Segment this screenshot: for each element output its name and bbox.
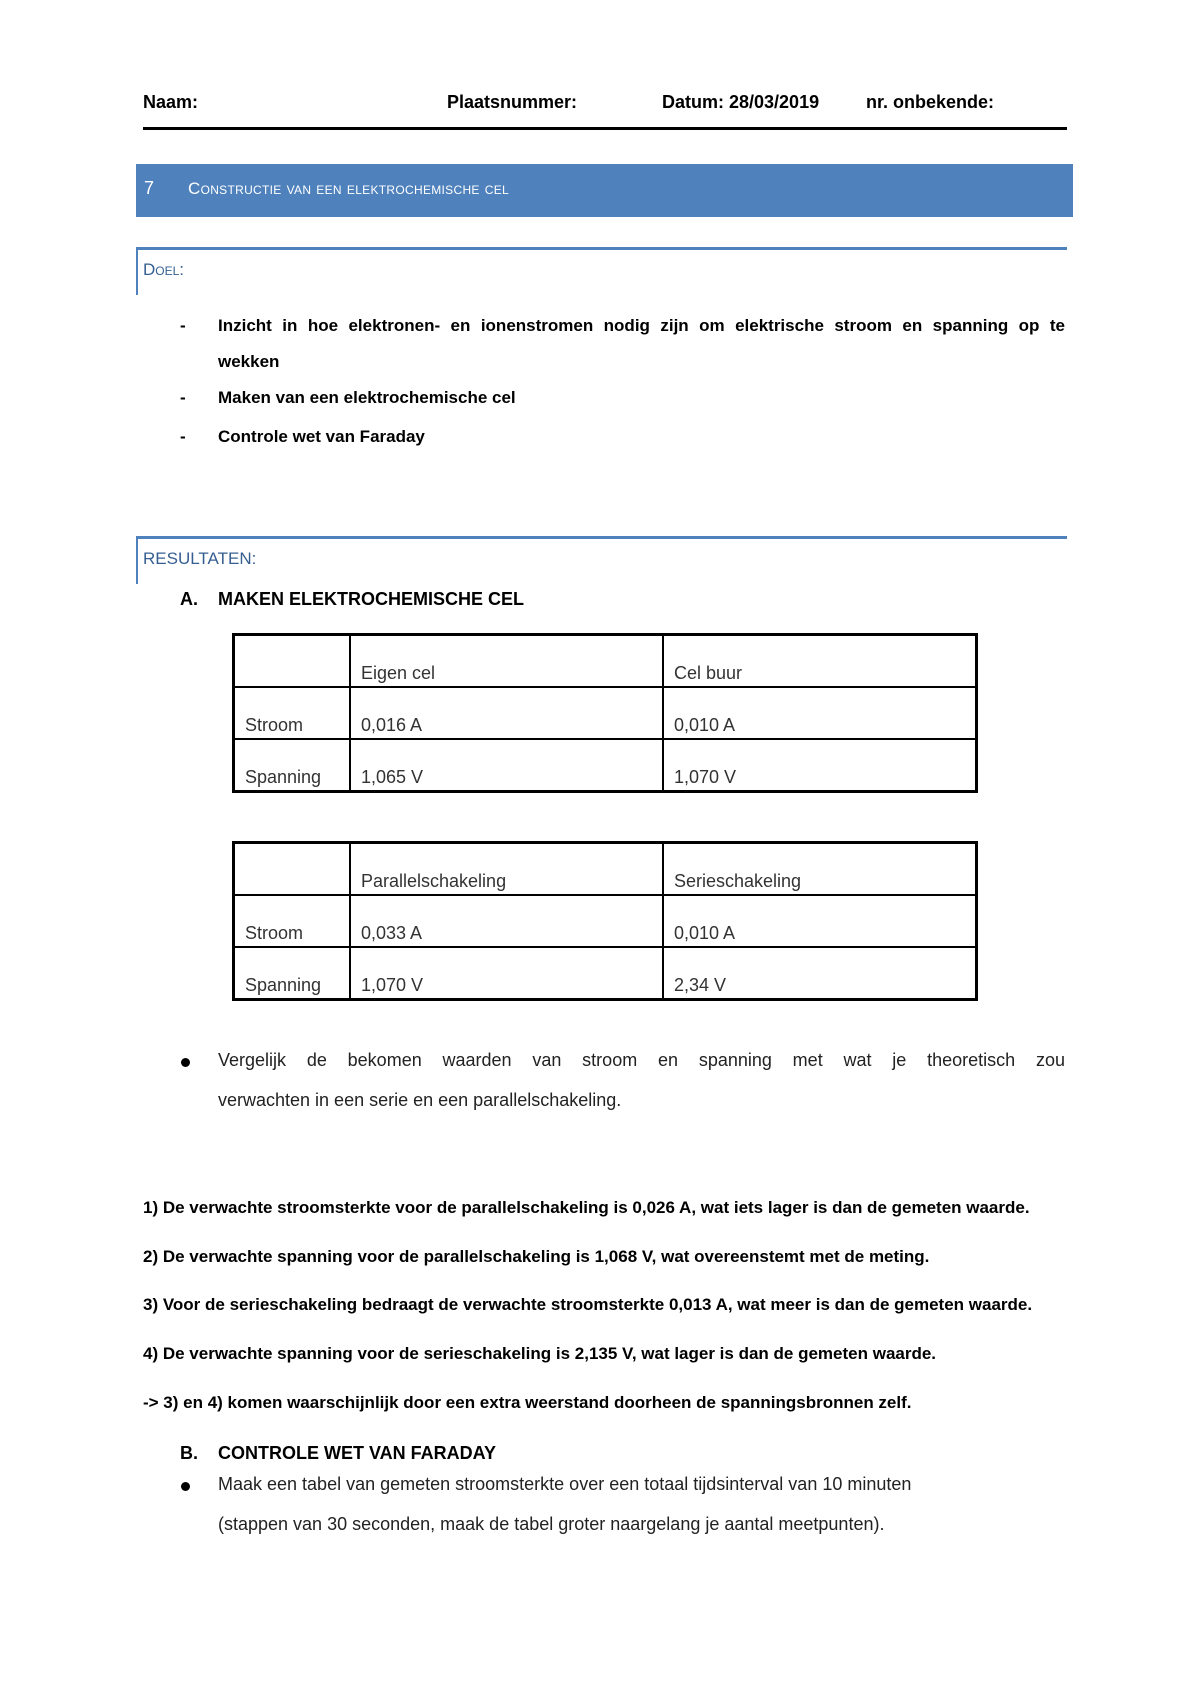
dash-bullet: - [180,316,186,335]
resultaten-section-bar [136,536,138,584]
seat-number-label: Plaatsnummer: [447,92,578,112]
table-header-row [234,635,977,688]
table-cell: 0,010 A [663,895,977,947]
section-a-title: MAKEN ELEKTROCHEMISCHE CEL [218,589,525,609]
table-cell: Stroom [234,687,351,739]
doel-item-1: Inzicht in hoe elektronen- en ionenstromen nodig zijn om elektrische stroom en spanning op te [218,316,1065,335]
chapter-number: 7 [144,178,155,198]
answer-1: 1) De verwachte stroomsterkte voor de parallelschakeling is 0,026 A, wat iets lager is dan de gemeten waarde. [143,1198,1030,1217]
table-header-row [234,843,977,896]
answer-conclusion: -> 3) en 4) komen waarschijnlijk door een extra weerstand doorheen de spanningsbronnen zelf. [143,1393,912,1412]
table-cell: 0,016 A [350,687,663,739]
doel-section-bar [136,247,138,295]
bullet-icon [181,1058,190,1067]
table-row [234,739,977,792]
dash-bullet: - [180,427,186,446]
dash-bullet: - [180,388,186,407]
question-line-1: Vergelijk de bekomen waarden van stroom en spanning met wat je theoretisch zou [218,1050,1065,1070]
table-cell [234,843,351,896]
table-cell: 1,070 V [663,739,977,792]
table-row [234,687,977,739]
table-cell: Eigen cel [350,635,663,688]
name-label: Naam: [143,92,199,112]
section-b-title: CONTROLE WET VAN FARADAY [218,1443,497,1463]
header-rule [143,127,1067,130]
doel-item-2: Maken van een elektrochemische cel [218,388,516,407]
chapter-banner [136,164,1073,217]
section-b-letter: B. [180,1443,198,1463]
answer-3: 3) Voor de serieschakeling bedraagt de verwachte stroomsterkte 0,013 A, wat meer is dan de gemeten waarde. [143,1295,1033,1314]
table-cell: Stroom [234,895,351,947]
table-cell: 1,070 V [350,947,663,1000]
table-cell: 1,065 V [350,739,663,792]
question-line-2: verwachten in een serie en een parallelschakeling. [218,1090,622,1110]
bullet-icon [181,1482,190,1491]
table-cell: Parallelschakeling [350,843,663,896]
table-row [234,895,977,947]
resultaten-section-rule [136,536,1067,539]
answer-2: 2) De verwachte spanning voor de parallelschakeling is 1,068 V, wat overeenstemt met de meting. [143,1247,930,1266]
table-cell: 0,033 A [350,895,663,947]
table-cell: Spanning [234,739,351,792]
doel-item-3: Controle wet van Faraday [218,427,425,446]
table-cell: 2,34 V [663,947,977,1000]
task-line-1: Maak een tabel van gemeten stroomsterkte over een totaal tijdsinterval van 10 minuten [218,1474,912,1494]
table-cell: 0,010 A [663,687,977,739]
chapter-title: Constructie van een elektrochemische cel [188,179,509,198]
table-cell [234,635,351,688]
doel-section-rule [136,247,1067,250]
date-label: Datum: 28/03/2019 [662,92,820,112]
doel-heading: Doel: [143,260,185,279]
resultaten-heading: RESULTATEN: [143,549,257,568]
section-a-letter: A. [180,589,198,609]
table-row [234,947,977,1000]
table-cell: Serieschakeling [663,843,977,896]
task-line-2: (stappen van 30 seconden, maak de tabel groter naargelang je aantal meetpunten). [218,1514,885,1534]
unknown-number-label: nr. onbekende: [866,92,995,112]
doel-item-1-cont: wekken [218,352,280,371]
table-cell: Spanning [234,947,351,1000]
circuit-comparison-table [232,841,978,1001]
cell-measurement-table [232,633,978,793]
answer-4: 4) De verwachte spanning voor de serieschakeling is 2,135 V, wat lager is dan de gemeten waarde. [143,1344,937,1363]
table-cell: Cel buur [663,635,977,688]
